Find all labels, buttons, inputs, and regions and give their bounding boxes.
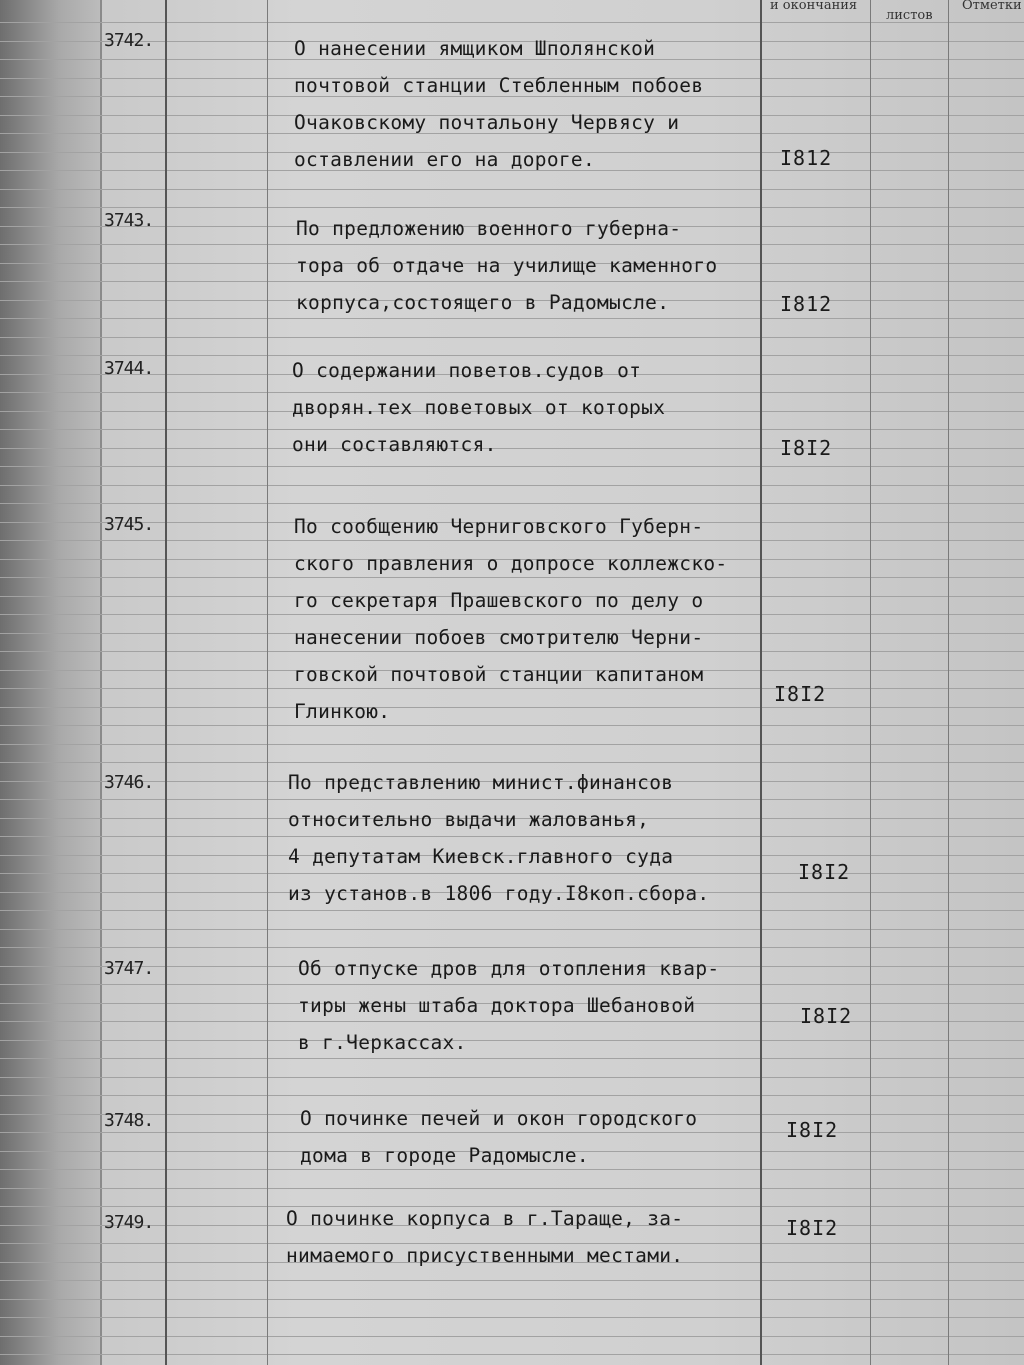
column-divider-number [165,0,167,1365]
header-dates: и окончания [770,0,858,13]
entry-description: Об отпуске дров для отопления квар- тиры жены штаба доктора Шебановой в г.Черкассах. [298,957,720,1054]
entry-year: I812 [780,146,833,170]
entry-number: 3746. [104,772,154,793]
entry-description: По предложению военного губерна- тора об отдаче на училище каменного корпуса,состоящего в Радомысле. [296,217,718,314]
column-divider-title [267,0,268,1365]
entry-number: 3744. [104,358,154,379]
column-divider-sheets [870,0,871,1365]
entry-description: По представлению минист.финансов относительно выдачи жалованья, 4 депутатам Киевск.главного суда из установ.в 1806 году.I8коп.сбора. [288,771,710,905]
entry-year: I8I2 [800,1004,853,1028]
entry-year: I8I2 [786,1118,839,1142]
entry-year: I8I2 [780,436,833,460]
entry-description: О починке печей и окон городского дома в городе Радомысле. [300,1107,698,1167]
entry-description: О нанесении ямщиком Шполянской почтовой станции Стебленным побоев Очаковскому почтальону Червясу и оставлении его на дороге. [294,37,704,171]
entry-number: 3748. [104,1110,154,1131]
column-divider-notes [948,0,949,1365]
entry-year: I8I2 [774,682,827,706]
entry-description: О починке корпуса в г.Тараще, за- нимаемого присуственными местами. [286,1207,684,1267]
header-sheets: листов [886,8,933,23]
entry-number: 3747. [104,958,154,979]
entry-number: 3749. [104,1212,154,1233]
entry-number: 3743. [104,210,154,231]
entry-description: О содержании поветов.судов от дворян.тех поветовых от которых они составляются. [292,359,666,456]
header-notes: Отметки [962,0,1022,13]
entry-year: I812 [780,292,833,316]
entry-number: 3745. [104,514,154,535]
entry-year: I8I2 [786,1216,839,1240]
entry-year: I8I2 [798,860,851,884]
entry-description: По сообщению Черниговского Губерн- ского правления о допросе коллежско- го секретаря Прашевского по делу о нанесении побоев смотрителю Черни- говской почтовой станции капитаном Глинкою. [294,515,728,723]
entry-number: 3742. [104,30,154,51]
page-binding-edge [0,0,102,1365]
